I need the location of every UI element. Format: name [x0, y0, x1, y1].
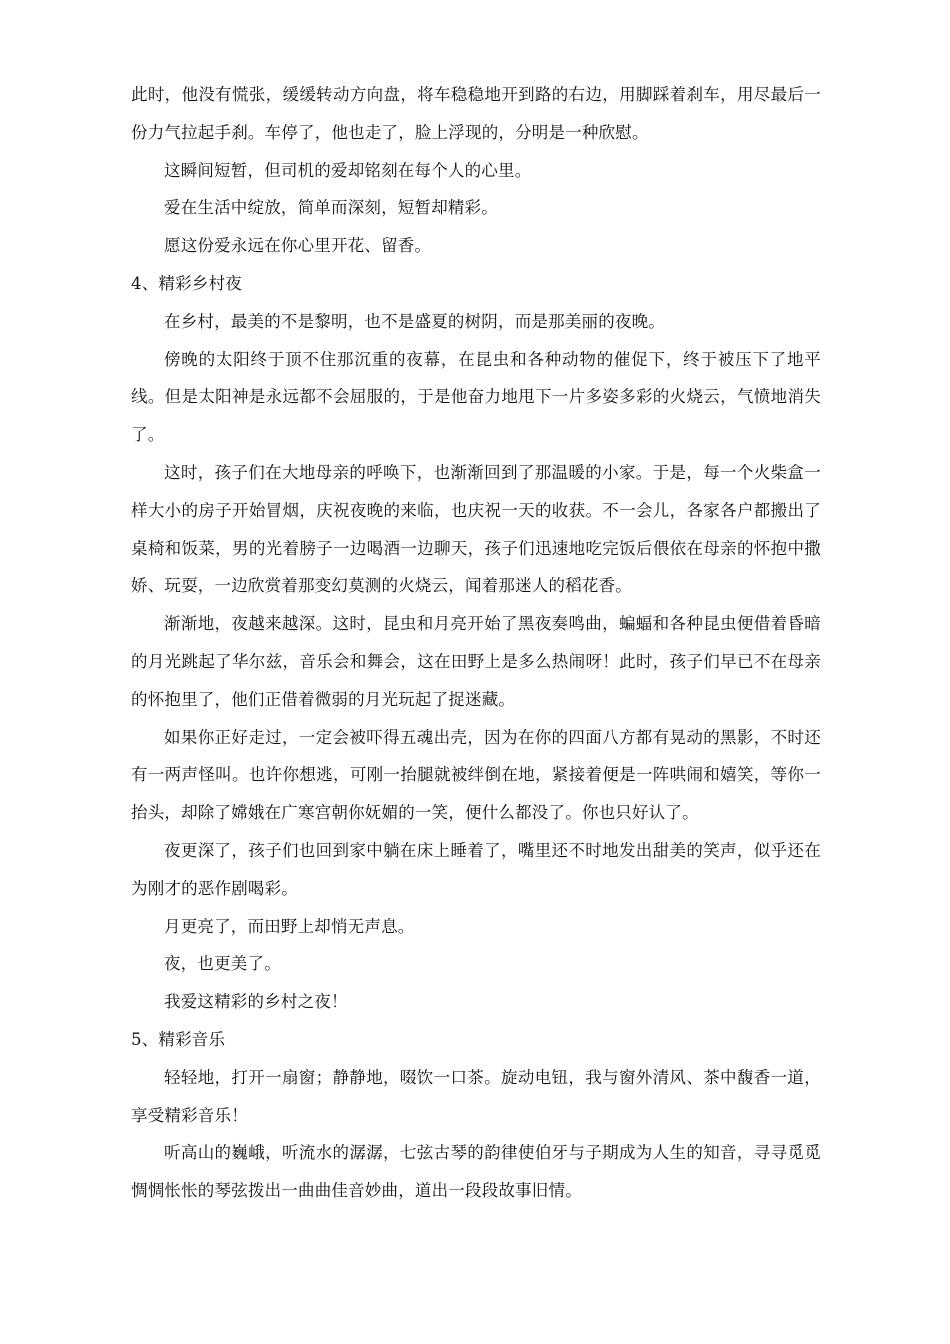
paragraph-love-fragrance: 愿这份爱永远在你心里开花、留香。 [164, 236, 432, 256]
section-heading-village-night: 4、精彩乡村夜 [131, 273, 242, 293]
section-heading-music: 5、精彩音乐 [131, 1029, 226, 1049]
paragraph-sunset: 傍晚的太阳终于顶不住那沉重的夜幕，在昆虫和各种动物的催促下，终于被压下了地平线。但是太阳神是永远都不会屈服的，于是他奋力地甩下一片多姿多彩的火烧云，气愤地消失了。 [131, 349, 821, 445]
paragraph-moon-brighter: 月更亮了，而田野上却悄无声息。 [164, 916, 415, 936]
paragraph-night-deepens: 渐渐地，夜越来越深。这时，昆虫和月亮开始了黑夜奏鸣曲，蝙蝠和各种昆虫便借着昏暗的月光跳起了华尔兹，音乐会和舞会，这在田野上是多么热闹呀！此时，孩子们早已不在母亲的怀抱里了，他们正借着微弱的月光玩起了捉迷藏。 [131, 614, 821, 709]
document-body [131, 76, 821, 1210]
paragraph-village-intro: 在乡村，最美的不是黎明，也不是盛夏的树阴，而是那美丽的夜晚。 [164, 311, 665, 331]
paragraph-children-sleep: 夜更深了，孩子们也回到家中躺在床上睡着了，嘴里还不时地发出甜美的笑声，似乎还在为刚才的恶作剧喝彩。 [131, 840, 821, 898]
paragraph-love-village-night: 我爱这精彩的乡村之夜！ [164, 992, 348, 1012]
paragraph-passerby: 如果你正好走过，一定会被吓得五魂出壳，因为在你的四面八方都有晃动的黑影，不时还有一两声怪叫。也许你想逃，可刚一抬腿就被绊倒在地，紧接着便是一阵哄闹和嬉笑，等你一抬头，却除了嫦娥在广寒宫朝你妩媚的一笑，便什么都没了。你也只好认了。 [131, 727, 821, 823]
paragraph-love-blooms: 爱在生活中绽放，简单而深刻，短暂却精彩。 [164, 198, 498, 218]
paragraph-children-home: 这时，孩子们在大地母亲的呼唤下，也渐渐回到了那温暖的小家。于是，每一个火柴盒一样大小的房子开始冒烟，庆祝夜晚的来临，也庆祝一天的收获。不一会儿，各家各户都搬出了桌椅和饭菜，男的光着膀子一边喝酒一边聊天，孩子们迅速地吃完饭后偎依在母亲的怀抱中撒娇、玩耍，一边欣赏着那变幻莫测的火烧云，闻着那迷人的稻花香。 [131, 462, 821, 596]
paragraph-mountains-waters: 听高山的巍峨，听流水的潺潺，七弦古琴的韵律使伯牙与子期成为人生的知音，寻寻觅觅惆惆怅怅的琴弦拨出一曲曲佳音妙曲，道出一段段故事旧情。 [131, 1143, 821, 1201]
paragraph-night-prettier: 夜，也更美了。 [164, 954, 281, 974]
paragraph-moment-short: 这瞬间短暂，但司机的爱却铭刻在每个人的心里。 [164, 160, 532, 180]
paragraph-open-window: 轻轻地，打开一扇窗；静静地，啜饮一口茶。旋动电钮，我与窗外清风、茶中馥香一道，享受精彩音乐！ [131, 1067, 821, 1125]
paragraph-driver-action: 此时，他没有慌张，缓缓转动方向盘，将车稳稳地开到路的右边，用脚踩着刹车，用尽最后一份力气拉起手刹。车停了，他也走了，脸上浮现的，分明是一种欣慰。 [131, 85, 821, 142]
